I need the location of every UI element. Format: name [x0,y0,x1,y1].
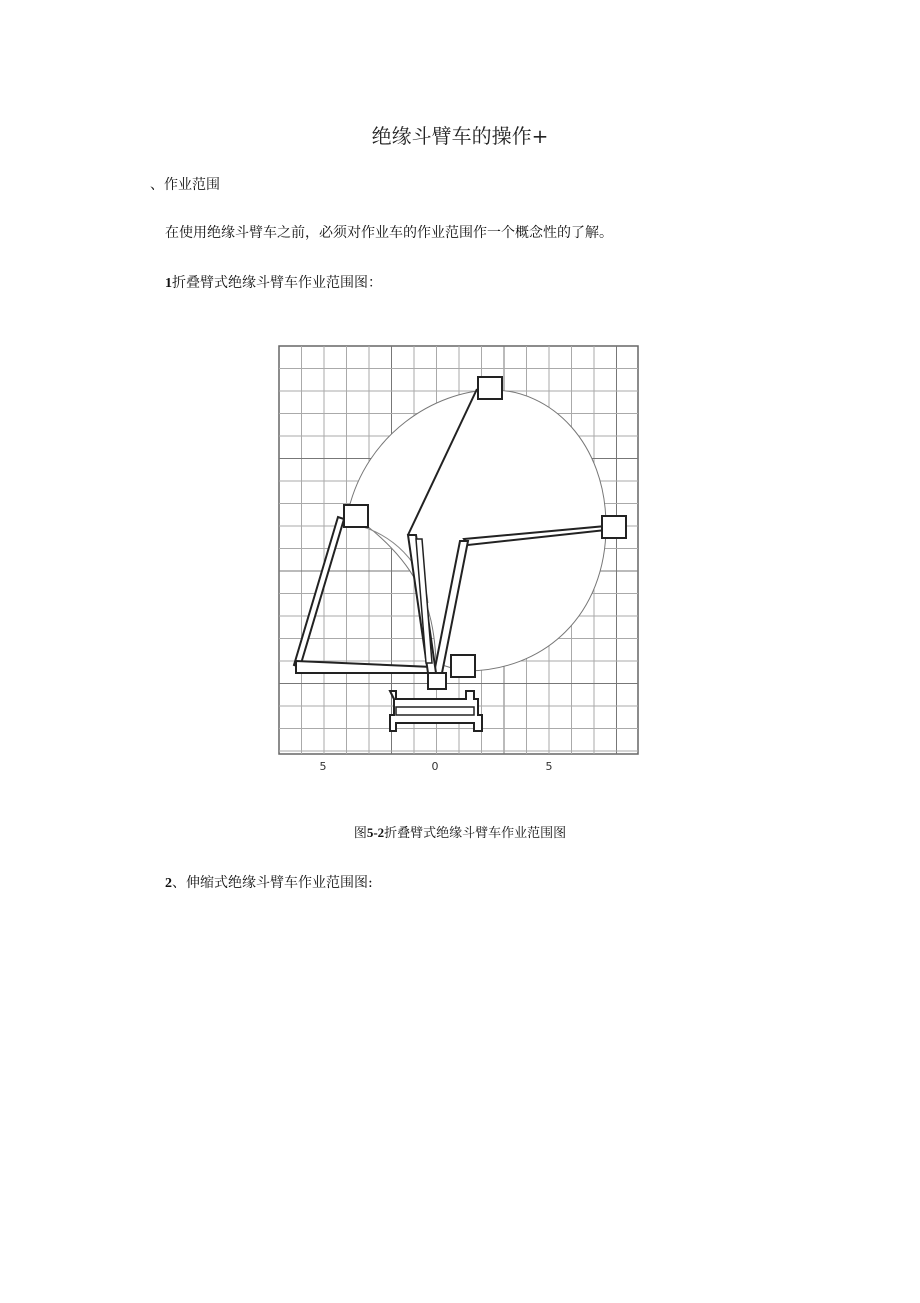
document-title: 绝缘斗臂车的操作+ [371,124,549,148]
working-range-diagram [276,343,642,775]
figure-caption [0,822,920,841]
bucket-right [602,516,626,538]
axis-label-left: 5 [319,760,327,773]
turret [428,673,446,689]
caption-text: 折叠臂式绝缘斗臂车作业范围图 [384,826,567,841]
caption-number: 5-2 [366,825,385,840]
item-1-heading [165,272,382,292]
working-range-figure [276,343,642,775]
item-2-heading [165,872,373,892]
axis-label-right: 5 [545,760,553,773]
chassis-deck [396,707,474,715]
item-1-text: 折叠臂式绝缘斗臂车作业范围图： [172,275,382,291]
bucket-left [344,505,368,527]
caption-prefix: 图 [353,826,367,841]
bucket-stowed [451,655,475,677]
intro-paragraph: 在使用绝缘斗臂车之前，必须对作业车的作业范围作一个概念性的了解。 [165,225,613,241]
section-heading: 、作业范围 [150,177,220,193]
item-2-text: 、伸缩式绝缘斗臂车作业范围图: [172,875,373,891]
item-1-number: 1 [165,276,172,291]
axis-label-origin: 0 [431,760,439,773]
bucket-top [478,377,502,399]
item-2-number: 2 [165,876,172,891]
